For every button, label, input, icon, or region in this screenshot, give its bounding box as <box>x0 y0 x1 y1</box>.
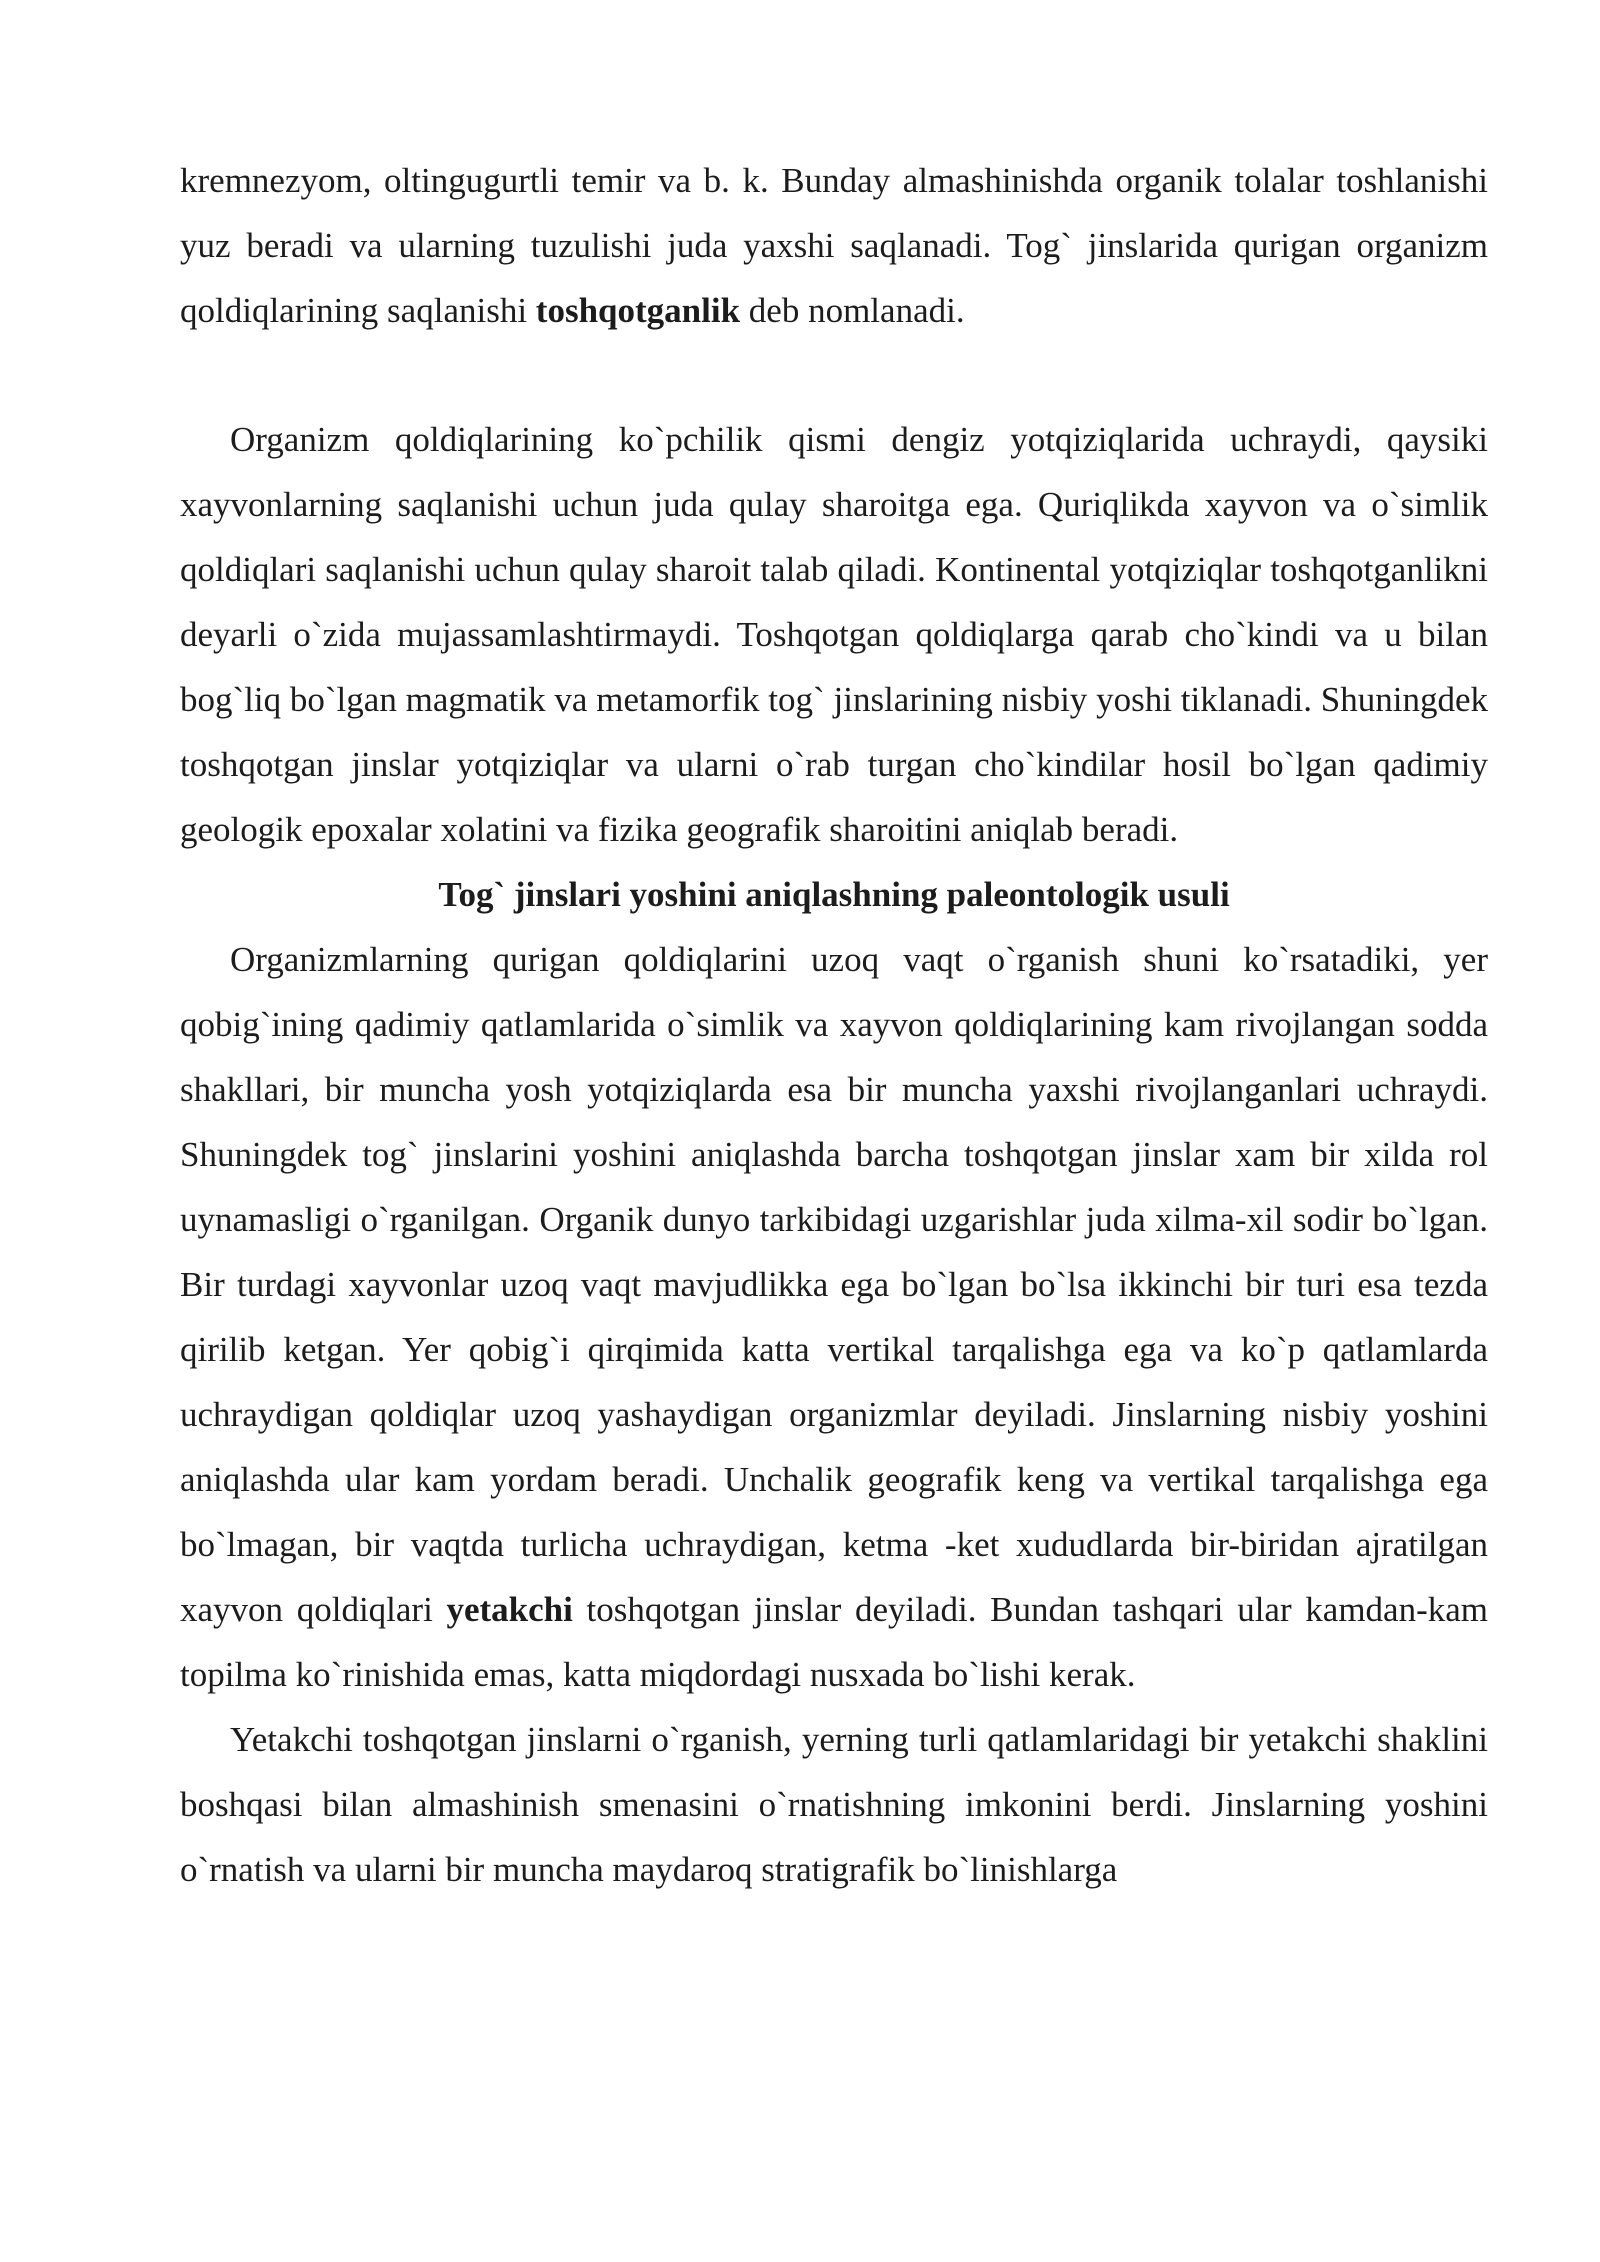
paragraph-text: kremnezyom, oltingugurtli temir va b. k. Bunday almashinishda organik tolalar toshlanishi yuz beradi va ularning tuzulishi juda yaxshi saqlanadi. Tog` jinslarida qurigan organizm qoldiqlarining saqlanishi <box>180 161 1488 330</box>
paragraph-toshqotganlik <box>180 148 1488 343</box>
document-page <box>180 148 1488 1902</box>
paragraph-yetakchi: Yetakchi toshqotgan jinslarni o`rganish, yerning turli qatlamlaridagi bir yetakchi shaklini boshqasi bilan almashinish smenasini o`rnatishning imkonini berdi. Jinslarning yoshini o`rnatish va ularni bir muncha maydaroq stratigrafik bo`linishlarga <box>180 1720 1488 1889</box>
paragraph-organizmlarning <box>180 927 1488 1707</box>
bold-term-toshqotganlik: toshqotganlik <box>535 291 741 330</box>
paragraph-organizm-qoldiqlari: Organizm qoldiqlarining ko`pchilik qismi dengiz yotqiziqlarida uchraydi, qaysiki xayvonlarning saqlanishi uchun juda qulay sharoitga ega. Quriqlikda xayvon va o`simlik qoldiqlari saqlanishi uchun qulay sharoit talab qiladi. Kontinental yotqiziqlar toshqotganlikni deyarli o`zida mujassamlashtirmaydi. Toshqotgan qoldiqlarga qarab cho`kindi va u bilan bog`liq bo`lgan magmatik va metamorfik tog` jinslarining nisbiy yoshi tiklanadi. Shuningdek toshqotgan jinslar yotqiziqlar va ularni o`rab turgan cho`kindilar hosil bo`lgan qadimiy geologik epoxalar xolatini va fizika geografik sharoitini aniqlab beradi. <box>180 420 1488 849</box>
section-heading: Tog` jinslari yoshini aniqlashning paleontologik usuli <box>438 875 1230 914</box>
paragraph-text: toshqotgan jinslar deyiladi. Bundan tashqari ular kamdan-kam topilma ko`rinishida emas, katta miqdordagi nusxada bo`lishi kerak. <box>180 1590 1488 1694</box>
paragraph-text: deb nomlanadi. <box>740 291 965 330</box>
bold-term-yetakchi: yetakchi <box>446 1590 573 1629</box>
paragraph-text: Organizmlarning qurigan qoldiqlarini uzoq vaqt o`rganish shuni ko`rsatadiki, yer qobig`ining qadimiy qatlamlarida o`simlik va xayvon qoldiqlarining kam rivojlangan sodda shakllari, bir muncha yosh yotqiziqlarda esa bir muncha yaxshi rivojlanganlari uchraydi. Shuningdek tog` jinslarini yoshini aniqlashda barcha toshqotgan jinslar xam bir xilda rol uynamasligi o`rganilgan. Organik dunyo tarkibidagi uzgarishlar juda xilma-xil sodir bo`lgan. Bir turdagi xayvonlar uzoq vaqt mavjudlikka ega bo`lgan bo`lsa ikkinchi bir turi esa tezda qirilib ketgan. Yer qobig`i qirqimida katta vertikal tarqalishga ega va ko`p qatlamlarda uchraydigan qoldiqlar uzoq yashaydigan organizmlar deyiladi. Jinslarning nisbiy yoshini aniqlashda ular kam yordam beradi. Unchalik geografik keng va vertikal tarqalishga ega bo`lmagan, bir vaqtda turlicha uchraydigan, ketma -ket xududlarda bir-biridan ajratilgan xayvon qoldiqlari <box>180 940 1488 1629</box>
